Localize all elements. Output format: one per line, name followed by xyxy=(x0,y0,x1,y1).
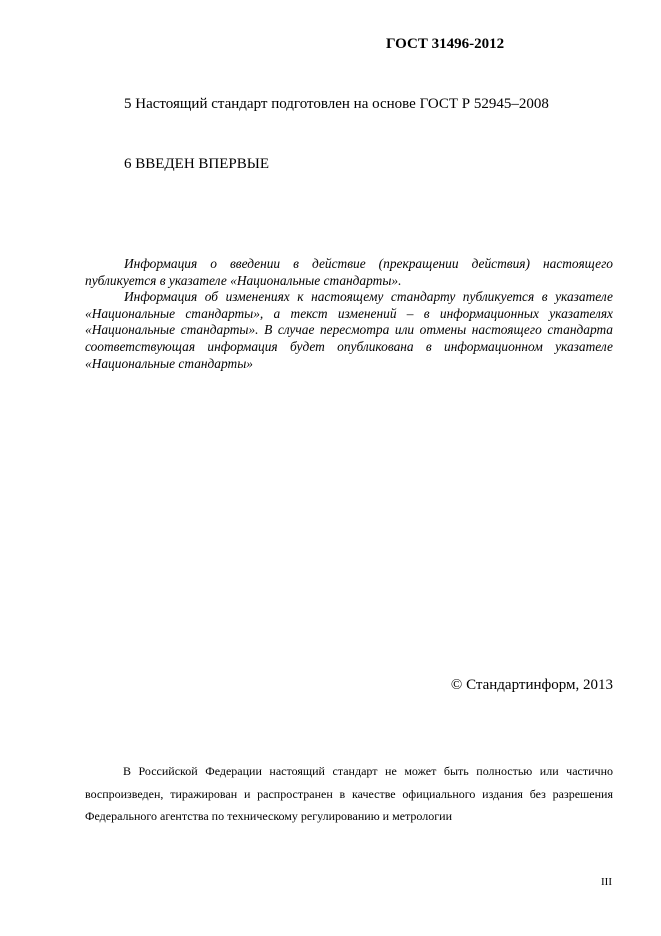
publication-info-block xyxy=(85,256,613,372)
standard-code-header: ГОСТ 31496-2012 xyxy=(386,36,505,52)
rights-notice: В Российской Федерации настоящий стандарт не может быть полностью или частично воспроизведен, тиражирован и распространен в качестве официального издания без разрешения Федерального агентства по техническому регулированию и метрологии xyxy=(85,764,613,823)
item-5-basis: 5 Настоящий стандарт подготовлен на основе ГОСТ Р 52945–2008 xyxy=(124,96,549,112)
info-paragraph-enactment: Информация о введении в действие (прекращении действия) настоящего публикуется в указателе «Национальные стандарты». xyxy=(85,256,613,288)
page-number: III xyxy=(601,876,612,888)
info-paragraph-changes: Информация об изменениях к настоящему стандарту публикуется в указателе «Национальные стандарты», а текст изменений – в информационных указателях «Национальные стандарты». В случае пересмотра или отмены настоящего стандарта соответствующая информация будет опубликована в информационном указателе «Национальные стандарты» xyxy=(85,289,613,371)
item-6-introduced: 6 ВВЕДЕН ВПЕРВЫЕ xyxy=(124,156,269,172)
copyright-notice: © Стандартинформ, 2013 xyxy=(450,677,613,693)
